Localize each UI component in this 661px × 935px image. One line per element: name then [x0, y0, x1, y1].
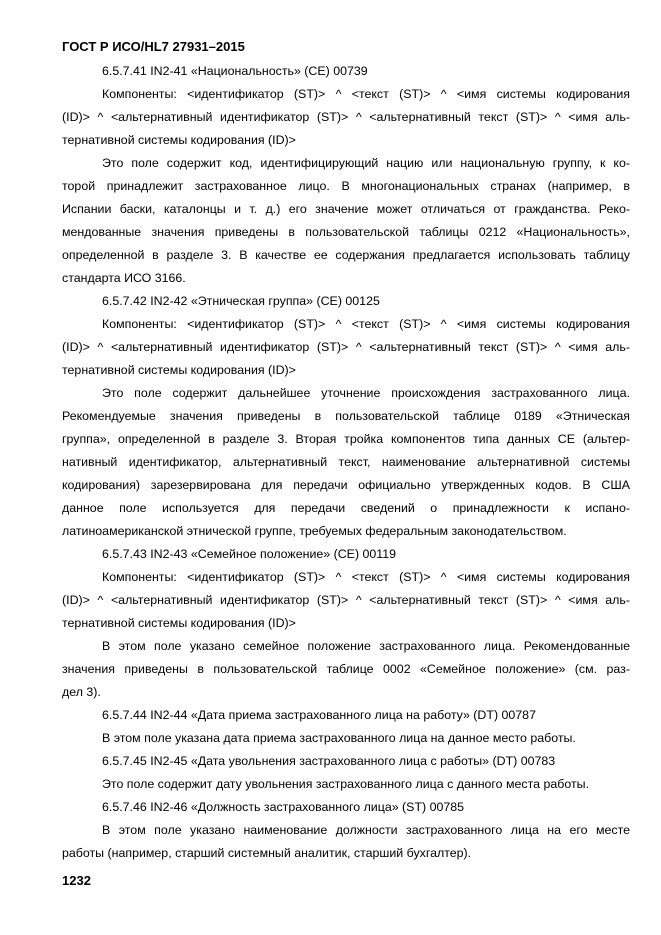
text-line: тернативной системы кодирования (ID)>: [62, 133, 296, 147]
text-line: Это поле содержит дату увольнения застрахованного лица с данного места работы.: [102, 777, 590, 791]
text-line: В этом поле указана дата приема застрахованного лица на данное место работы.: [102, 731, 576, 745]
text-line: данное поле используется для передачи сведений о принадлежности к испано-: [62, 501, 630, 515]
text-line: 6.5.7.41 IN2-41 «Национальность» (CE) 00739: [102, 64, 368, 78]
text-line: Это поле содержит дальнейшее уточнение происхождения застрахованного лица.: [102, 386, 630, 400]
text-line: Компоненты: <идентификатор (ST)> ^ <текст (ST)> ^ <имя системы кодирования: [102, 87, 630, 101]
text-line: 6.5.7.44 IN2-44 «Дата приема застрахованного лица на работу» (DT) 00787: [102, 708, 536, 722]
text-line: мендованные значения приведены в пользовательской таблицы 0212 «Национальность»,: [62, 225, 630, 239]
text-line: Компоненты: <идентификатор (ST)> ^ <текст (ST)> ^ <имя системы кодирования: [102, 570, 630, 584]
standard-header: ГОСТ Р ИСО/HL7 27931–2015: [62, 39, 245, 54]
text-line: группа», определенной в разделе 3. Вторая тройка компонентов типа данных CE (альтер-: [62, 432, 630, 446]
text-line: работы (например, старший системный аналитик, старший бухгалтер).: [62, 846, 472, 860]
text-line: стандарта ИСО 3166.: [62, 271, 186, 285]
text-line: торой принадлежит застрахованное лицо. В многонациональных странах (например, в: [62, 179, 630, 193]
text-line: Рекомендуемые значения приведены в пользовательской таблице 0189 «Этническая: [62, 409, 630, 423]
text-line: Испании баски, каталонцы и т. д.) его значение может отличаться от гражданства. Реко-: [62, 202, 630, 216]
text-line: 6.5.7.43 IN2-43 «Семейное положение» (CE) 00119: [102, 547, 397, 561]
text-line: значения приведены в пользовательской таблице 0002 «Семейное положение» (см. раз-: [62, 662, 630, 676]
text-line: 6.5.7.42 IN2-42 «Этническая группа» (CE) 00125: [102, 294, 380, 308]
page-number: 1232: [62, 873, 91, 888]
text-line: В этом поле указано наименование должности застрахованного лица на его месте: [102, 823, 630, 837]
text-line: Компоненты: <идентификатор (ST)> ^ <текст (ST)> ^ <имя системы кодирования: [102, 317, 630, 331]
text-line: 6.5.7.46 IN2-46 «Должность застрахованного лица» (ST) 00785: [102, 800, 465, 814]
document-page: [62, 38, 630, 865]
text-line: определенной в разделе 3. В качестве ее содержания предлагается использовать таблицу: [62, 248, 630, 262]
text-line: 6.5.7.45 IN2-45 «Дата увольнения застрахованного лица с работы» (DT) 00783: [102, 754, 556, 768]
text-line: (ID)> ^ <альтернативный идентификатор (ST)> ^ <альтернативный текст (ST)> ^ <имя аль-: [62, 340, 630, 354]
document-body: [62, 60, 630, 865]
text-line: (ID)> ^ <альтернативный идентификатор (ST)> ^ <альтернативный текст (ST)> ^ <имя аль-: [62, 593, 630, 607]
text-line: нативный идентификатор, альтернативный текст, наименование альтернативной системы: [62, 455, 630, 469]
text-line: В этом поле указано семейное положение застрахованного лица. Рекомендованные: [102, 639, 630, 653]
text-line: тернативной системы кодирования (ID)>: [62, 363, 296, 377]
text-line: дел 3).: [62, 685, 101, 699]
text-line: Это поле содержит код, идентифицирующий нацию или национальную группу, к ко-: [102, 156, 630, 170]
text-line: тернативной системы кодирования (ID)>: [62, 616, 296, 630]
text-line: латиноамериканской этнической группе, требуемых федеральным законодательством.: [62, 524, 567, 538]
text-line: (ID)> ^ <альтернативный идентификатор (ST)> ^ <альтернативный текст (ST)> ^ <имя аль-: [62, 110, 630, 124]
text-line: кодирования) зарезервирована для передачи официально утвержденных кодов. В США: [62, 478, 630, 492]
